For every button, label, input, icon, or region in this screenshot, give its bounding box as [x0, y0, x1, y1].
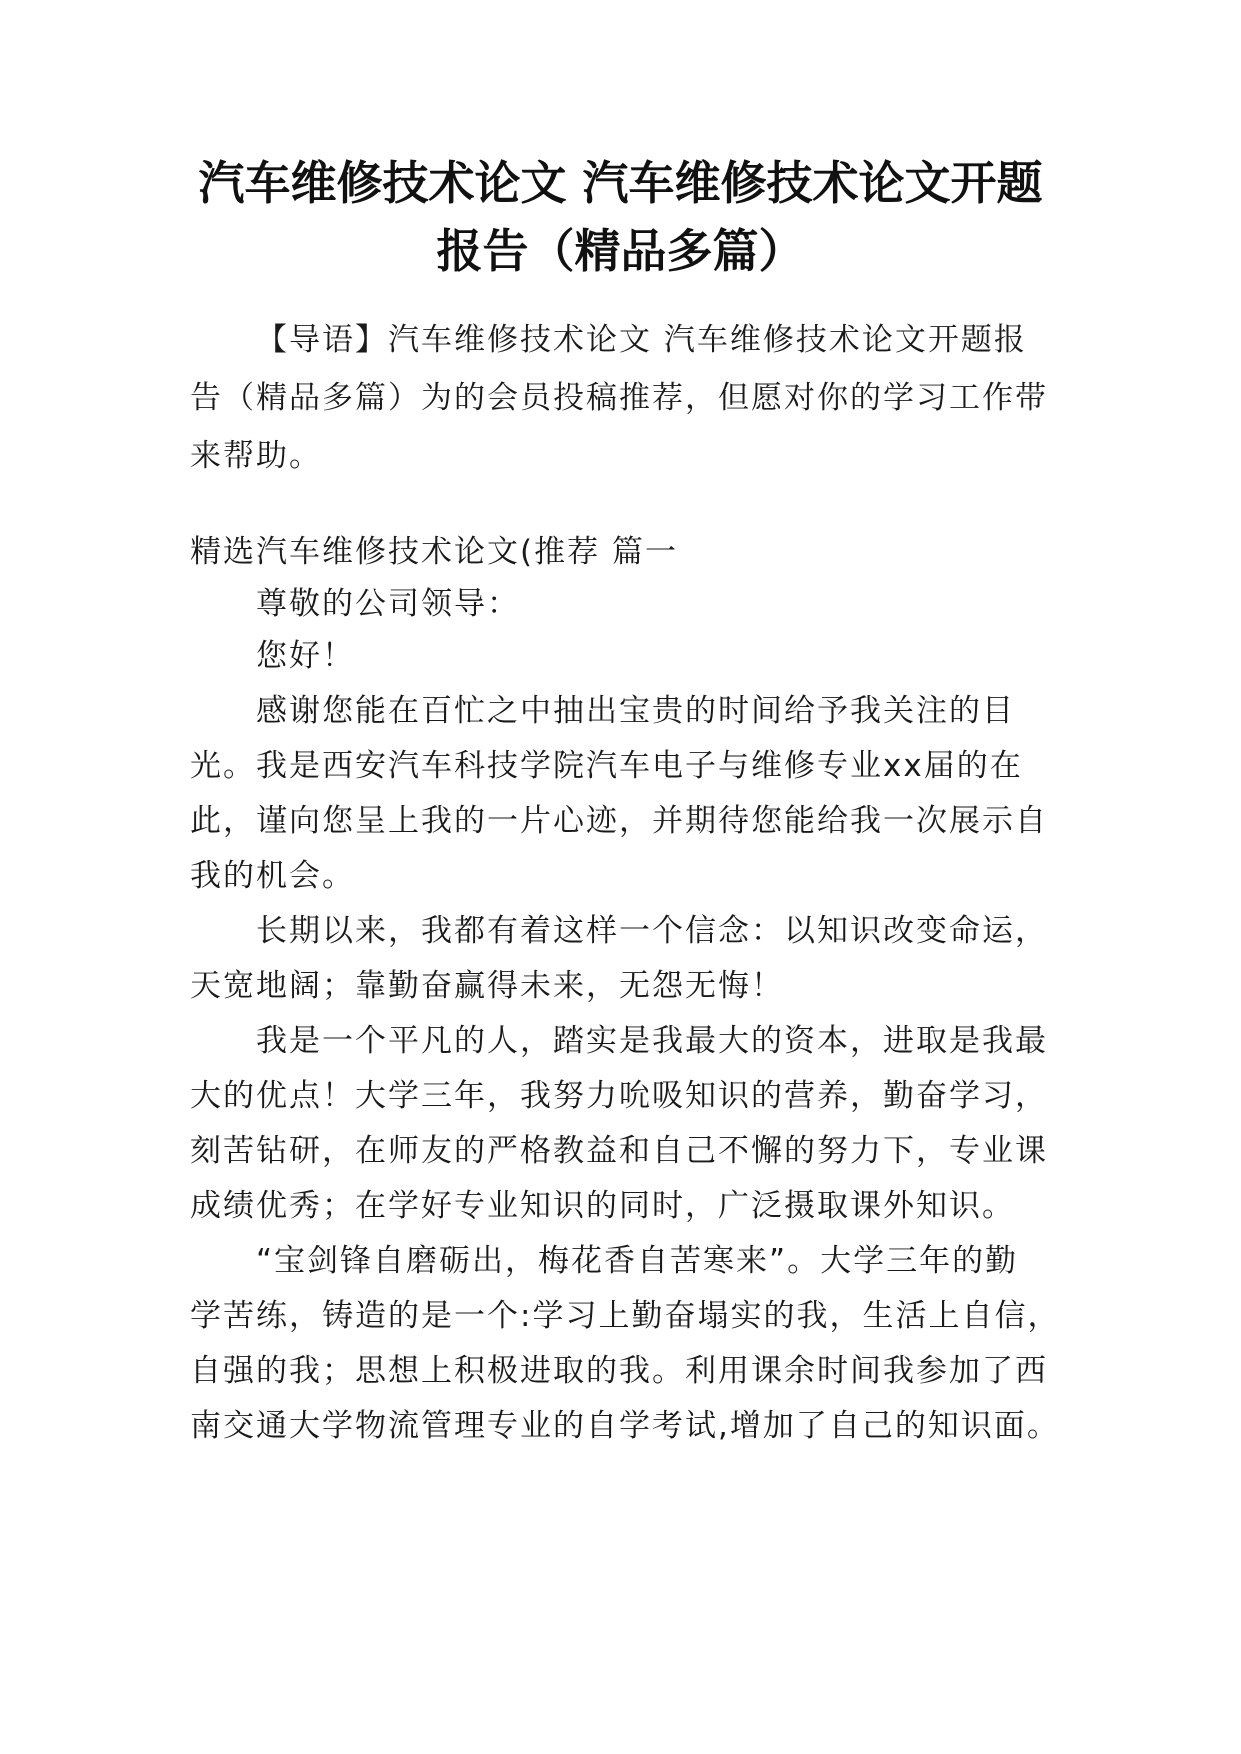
paragraph-line: 刻苦钻研，在师友的严格教益和自己不懈的努力下，专业课	[190, 1133, 1048, 1169]
paragraph-line: 我是一个平凡的人，踏实是我最大的资本，进取是我最	[256, 1023, 1048, 1059]
paragraph-line: 长期以来，我都有着这样一个信念：以知识改变命运，	[256, 913, 1048, 949]
paragraph-line: 我的机会。	[190, 858, 355, 894]
paragraph-line: “宝剑锋自磨砺出，梅花香自苦寒来”。大学三年的勤	[256, 1243, 1019, 1279]
document-title-line-1: 汽车维修技术论文 汽车维修技术论文开题	[198, 156, 1043, 210]
paragraph-line: 成绩优秀；在学好专业知识的同时，广泛摄取课外知识。	[190, 1188, 1015, 1224]
paragraph-line: 学苦练，铸造的是一个:学习上勤奋塌实的我，生活上自信，	[190, 1298, 1061, 1334]
intro-line: 告（精品多篇）为的会员投稿推荐，但愿对你的学习工作带	[190, 380, 1048, 416]
paragraph-line: 大的优点！大学三年，我努力吮吸知识的营养，勤奋学习，	[190, 1078, 1048, 1114]
intro-line: 【导语】汽车维修技术论文 汽车维修技术论文开题报	[256, 322, 1027, 358]
paragraph-line: 光。我是西安汽车科技学院汽车电子与维修专业xx届的在	[190, 748, 1023, 784]
document-title-line-2: 报告（精品多篇）	[436, 224, 805, 278]
section-heading: 精选汽车维修技术论文(推荐 篇一	[190, 534, 678, 570]
paragraph-line: 感谢您能在百忙之中抽出宝贵的时间给予我关注的目	[256, 693, 1015, 729]
paragraph-line: 此，谨向您呈上我的一片心迹，并期待您能给我一次展示自	[190, 803, 1048, 839]
intro-line: 来帮助。	[190, 438, 322, 474]
salutation: 尊敬的公司领导：	[256, 586, 520, 622]
paragraph-line: 南交通大学物流管理专业的自学考试,增加了自己的知识面。	[190, 1408, 1060, 1444]
paragraph-line: 自强的我；思想上积极进取的我。利用课余时间我参加了西	[190, 1353, 1048, 1389]
greeting: 您好！	[256, 638, 355, 674]
paragraph-line: 天宽地阔；靠勤奋赢得未来，无怨无悔！	[190, 968, 784, 1004]
